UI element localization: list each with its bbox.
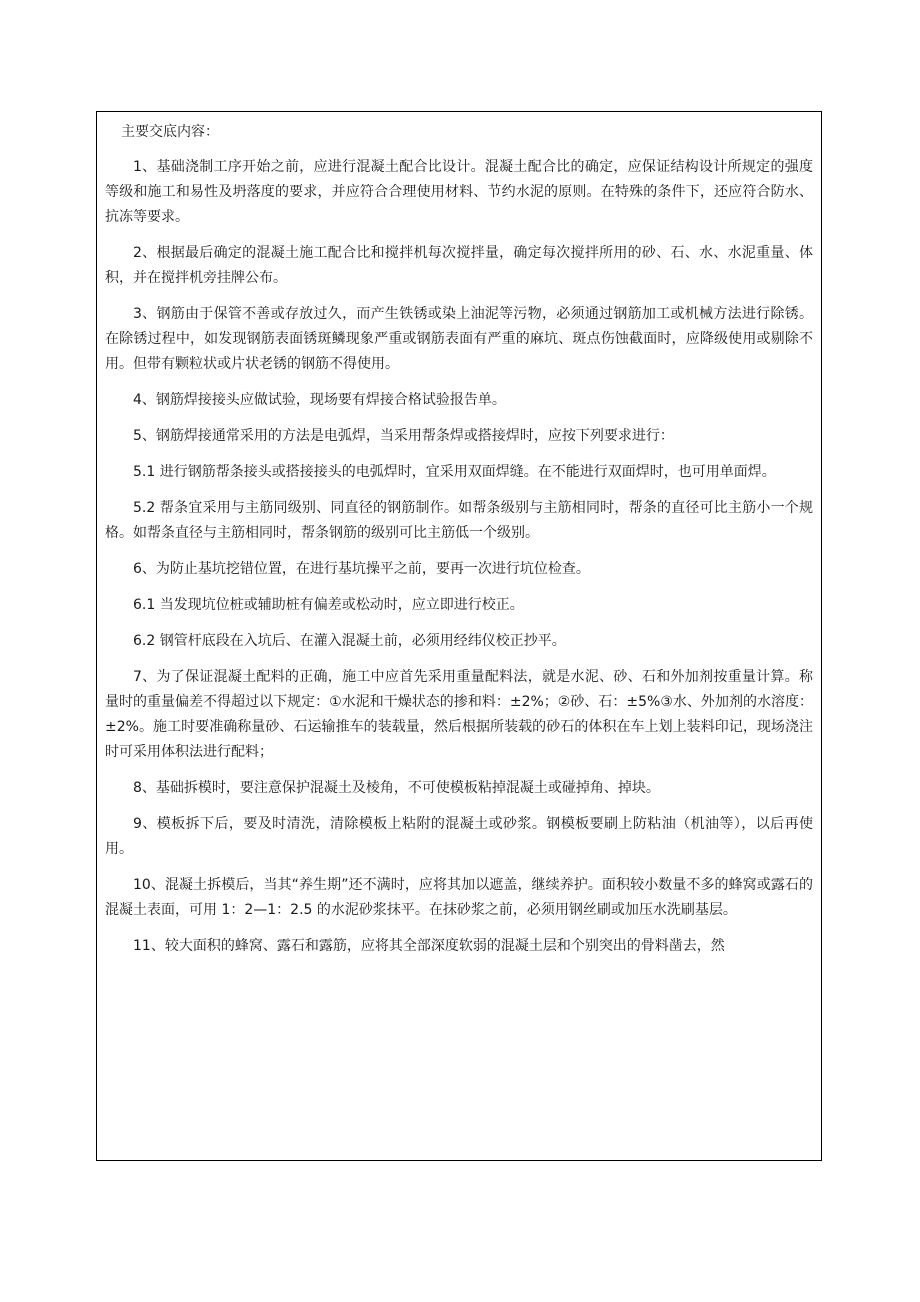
paragraph-10: 10、混凝土拆模后，当其“养生期”还不满时，应将其加以遮盖，继续养护。面积较小数量不多的蜂窝或露石的混凝土表面，可用 1：2—1：2.5 的水泥砂浆抹平。在抹砂浆之前，必须用钢丝刷或加压水洗刷基层。: [105, 877, 813, 918]
paragraph-5-2: 5.2 帮条宜采用与主筋同级别、同直径的钢筋制作。如帮条级别与主筋相同时，帮条的直径可比主筋小一个规格。如帮条直径与主筋相同时，帮条钢筋的级别可比主筋低一个级别。: [105, 500, 813, 541]
paragraph-6-2: 6.2 钢管杆底段在入坑后、在灌入混凝土前，必须用经纬仪校正抄平。: [133, 633, 566, 649]
section-heading: 主要交底内容：: [121, 124, 219, 140]
paragraph-4: 4、钢筋焊接接头应做试验，现场要有焊接合格试验报告单。: [133, 392, 506, 408]
paragraph-11: 11、较大面积的蜂窝、露石和露筋，应将其全部深度软弱的混凝土层和个别突出的骨料凿去，然: [133, 938, 725, 954]
paragraph-5-1: 5.1 进行钢筋帮条接头或搭接接头的电弧焊时，宜采用双面焊缝。在不能进行双面焊时，也可用单面焊。: [133, 464, 776, 480]
paragraph-5: 5、钢筋焊接通常采用的方法是电弧焊，当采用帮条焊或搭接焊时，应按下列要求进行：: [133, 428, 674, 444]
paragraph-7: 7、为了保证混凝土配料的正确，施工中应首先采用重量配料法，就是水泥、砂、石和外加剂按重量计算。称量时的重量偏差不得超过以下规定：①水泥和干燥状态的掺和料：±2%；②砂、石：±5%③水、外加剂的水溶度：±2%。施工时要准确称量砂、石运输推车的装载量，然后根据所装载的砂石的体积在车上划上装料印记，现场浇注时可采用体积法进行配料；: [105, 669, 813, 760]
paragraph-6-1: 6.1 当发现坑位桩或辅助桩有偏差或松动时，应立即进行校正。: [133, 597, 524, 613]
document-content: [105, 120, 813, 959]
paragraph-8: 8、基础拆模时，要注意保护混凝土及棱角，不可使模板粘掉混凝土或碰掉角、掉块。: [133, 780, 660, 796]
paragraph-6: 6、为防止基坑挖错位置，在进行基坑操平之前，要再一次进行坑位检查。: [133, 561, 590, 577]
paragraph-2: 2、根据最后确定的混凝土施工配合比和搅拌机每次搅拌量，确定每次搅拌所用的砂、石、水、水泥重量、体积，并在搅拌机旁挂牌公布。: [105, 245, 813, 286]
paragraph-1: 1、基础浇制工序开始之前，应进行混凝土配合比设计。混凝土配合比的确定，应保证结构设计所规定的强度等级和施工和易性及坍落度的要求，并应符合合理使用材料、节约水泥的原则。在特殊的条件下，还应符合防水、抗冻等要求。: [105, 159, 813, 225]
paragraph-9: 9、模板拆下后，要及时清洗，清除模板上粘附的混凝土或砂浆。钢模板要刷上防粘油（机油等），以后再使用。: [105, 816, 813, 857]
document-frame: [96, 111, 822, 1161]
paragraph-3: 3、钢筋由于保管不善或存放过久，而产生铁锈或染上油泥等污物，必须通过钢筋加工或机械方法进行除锈。在除锈过程中，如发现钢筋表面锈斑鳞现象严重或钢筋表面有严重的麻坑、斑点伤蚀截面时，应降级使用或剔除不用。但带有颗粒状或片状老锈的钢筋不得使用。: [105, 306, 813, 372]
